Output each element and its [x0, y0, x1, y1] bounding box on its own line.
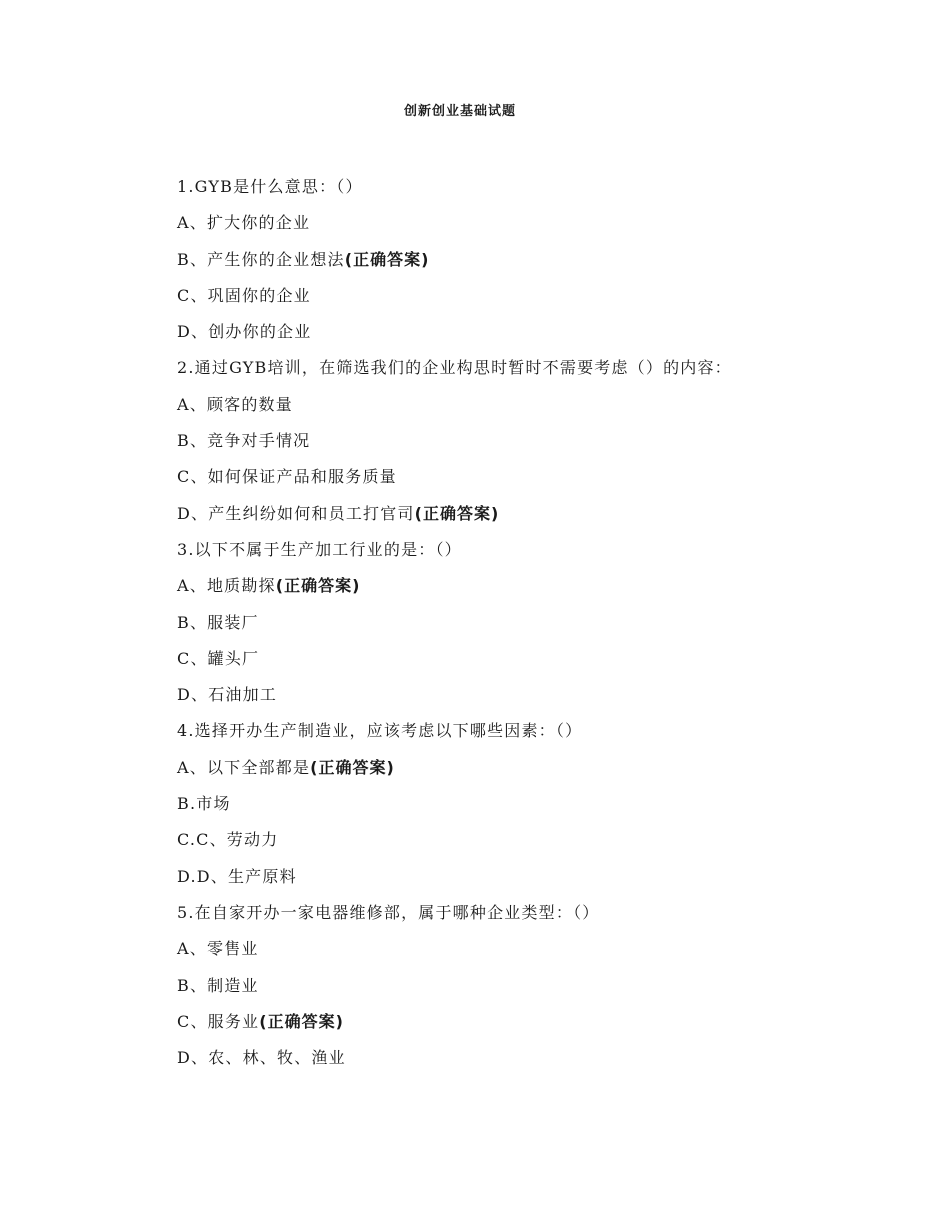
option-line: [177, 864, 877, 900]
question-line: [177, 718, 877, 754]
option-line: [177, 827, 877, 863]
option-text: B、竞争对手情况: [177, 431, 311, 451]
option-text: D、创办你的企业: [177, 322, 312, 342]
option-line: [177, 464, 877, 500]
option-line: [177, 210, 877, 246]
correct-answer-tag: (正确答案): [344, 249, 430, 269]
correct-answer-tag: (正确答案): [414, 503, 500, 523]
option-text: C、如何保证产品和服务质量: [177, 467, 397, 487]
question-list: [177, 174, 877, 1081]
option-line: [177, 501, 877, 537]
option-line: [177, 1009, 877, 1045]
question-line: [177, 537, 877, 573]
option-text: A、零售业: [177, 939, 259, 959]
option-text: D、农、林、牧、渔业: [177, 1048, 346, 1068]
option-line: [177, 755, 877, 791]
question-line: [177, 174, 877, 210]
option-line: [177, 283, 877, 319]
option-text: B.市场: [177, 794, 231, 814]
option-line: [177, 573, 877, 609]
option-text: D.D、生产原料: [177, 866, 297, 886]
option-text: C、罐头厂: [177, 648, 260, 668]
option-line: [177, 791, 877, 827]
option-text: C、巩固你的企业: [177, 285, 311, 305]
page-title: 创新创业基础试题: [403, 104, 516, 119]
correct-answer-tag: (正确答案): [259, 1011, 344, 1031]
option-line: [177, 973, 877, 1009]
option-line: [177, 610, 877, 646]
question-text: 1.GYB是什么意思：（）: [177, 177, 363, 196]
option-text: A、顾客的数量: [177, 394, 293, 414]
option-text: A、扩大你的企业: [177, 213, 311, 233]
option-text: B、制造业: [177, 975, 259, 995]
option-text: D、产生纠纷如何和员工打官司: [177, 503, 415, 523]
option-line: [177, 247, 877, 283]
option-text: C.C、劳动力: [177, 830, 279, 850]
option-line: [177, 428, 877, 464]
option-text: C、服务业: [177, 1011, 260, 1031]
correct-answer-tag: (正确答案): [275, 576, 361, 596]
question-text: 2.通过GYB培训，在筛选我们的企业构思时暂时不需要考虑（）的内容：: [177, 358, 732, 378]
question-text: 4.选择开办生产制造业，应该考虑以下哪些因素：（）: [177, 721, 583, 741]
option-text: A、地质勘探: [177, 576, 276, 596]
option-line: [177, 646, 877, 682]
option-line: [177, 682, 877, 718]
option-line: [177, 319, 877, 355]
option-line: [177, 392, 877, 428]
option-line: [177, 1045, 877, 1081]
correct-answer-tag: (正确答案): [310, 757, 395, 777]
question-text: 3.以下不属于生产加工行业的是：（）: [177, 539, 462, 559]
option-text: D、石油加工: [177, 685, 278, 705]
option-text: A、以下全部都是: [177, 757, 311, 777]
question-text: 5.在自家开办一家电器维修部，属于哪种企业类型：（）: [177, 902, 600, 922]
option-line: [177, 936, 877, 972]
option-text: B、产生你的企业想法: [177, 249, 345, 269]
question-line: [177, 900, 877, 936]
option-text: B、服装厂: [177, 612, 259, 632]
question-line: [177, 355, 877, 391]
